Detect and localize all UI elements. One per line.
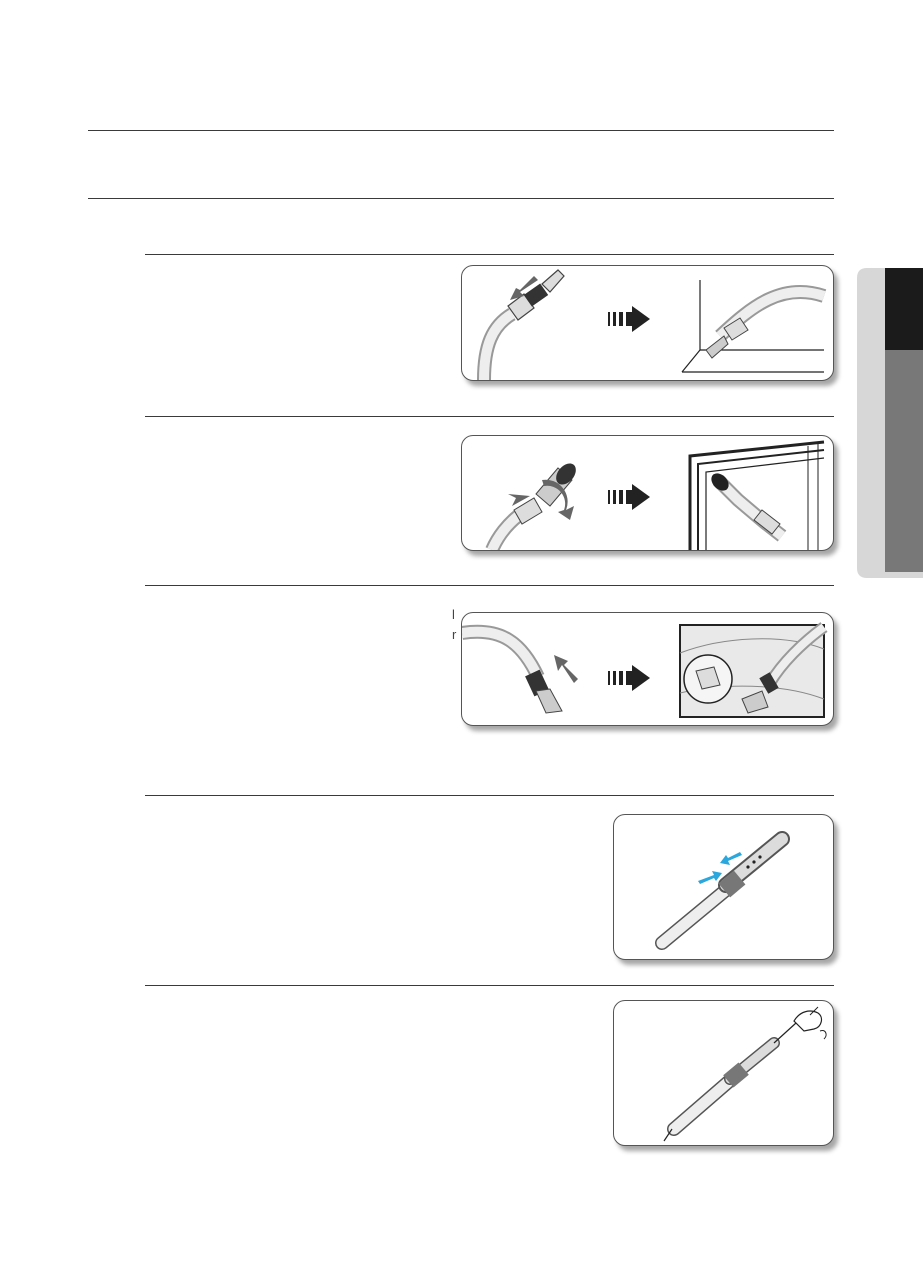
chair-cleaning-scene (680, 625, 824, 717)
figure-dusting-window (461, 435, 834, 551)
chapter-tab (853, 262, 923, 582)
figure-crevice-corner (461, 265, 834, 381)
figure-telescopic-pipe-adjust (613, 814, 834, 960)
corner-cleaning-scene (682, 280, 824, 372)
section-divider (145, 985, 834, 986)
figure-telescopic-pipe-pin (613, 1000, 834, 1146)
step-arrow-icon (608, 484, 650, 510)
hand-icon (794, 1007, 826, 1039)
section-divider (145, 254, 834, 255)
section-divider (145, 416, 834, 417)
stray-mark: l (452, 607, 455, 622)
section-divider (145, 585, 834, 586)
figure-upholstery-chair (461, 612, 834, 726)
telescopic-pipe (674, 1043, 774, 1129)
step-arrow-icon (608, 306, 650, 332)
step-arrow-icon (608, 665, 650, 691)
header-rule-bottom (88, 198, 834, 199)
hose-with-upholstery-tool (462, 632, 562, 713)
header-rule-top (88, 130, 834, 131)
telescopic-pipe (662, 839, 782, 943)
window-frame-scene (690, 442, 824, 550)
push-arrow-icon (554, 655, 578, 683)
stray-mark: r (452, 627, 457, 642)
section-divider (145, 795, 834, 796)
